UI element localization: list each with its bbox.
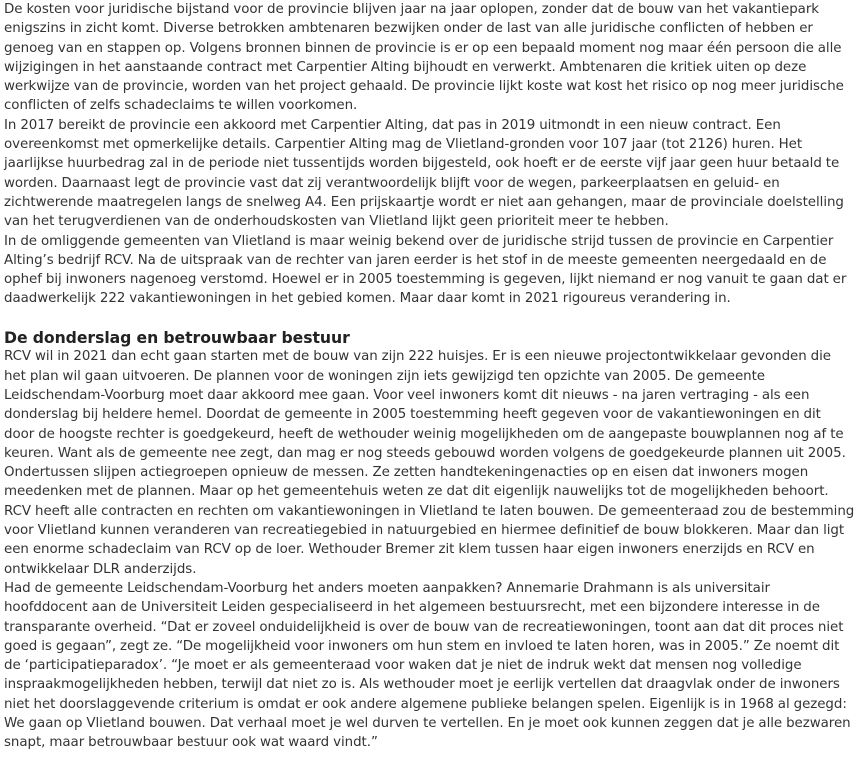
section-heading: De donderslag en betrouwbaar bestuur bbox=[4, 328, 350, 348]
article-body bbox=[4, 0, 855, 753]
paragraph-legal-costs: De kosten voor juridische bijstand voor de provincie blijven jaar na jaar oplopen, zonder dat de bouw van het vakantiepark enigszins in zicht komt. Diverse betrokken ambtenaren bezwijken onder de last van alle juridische conflicten of hebben er genoeg van en stappen op. Volgens bronnen binnen de provincie is er op een bepaald moment nog maar één persoon die alle wijzigingen in het aanstaande contract met Carpentier Alting bijhoudt en verwerkt. Ambtenaren die kritiek uiten op deze werkwijze van de provincie, worden van het project gehaald. De provincie lijkt koste wat kost het risico op nog meer juridische conflicten of zelfs schadeclaims te willen voorkomen. bbox=[4, 2, 844, 114]
paragraph-surrounding-municipalities: In de omliggende gemeenten van Vlietland is maar weinig bekend over de juridische strijd tussen de provincie en Carpentier Alting’s bedrijf RCV. Na de uitspraak van de rechter van jaren eerder is het stof in de meeste gemeenten neergedaald en de ophef bij inwoners nagenoeg verstomd. Hoewel er in 2005 toestemming is gegeven, lijkt niemand er nog vanuit te gaan dat er daadwerkelijk 222 vakantiewoningen in het gebied komen. Maar daar komt in 2021 rigoureus verandering in. bbox=[4, 233, 847, 307]
paragraph-spacer bbox=[4, 309, 855, 328]
paragraph-action-groups: Ondertussen slijpen actiegroepen opnieuw de messen. Ze zetten handtekeningenacties op en eisen dat inwoners mogen meedenken met de plannen. Maar op het gemeentehuis weten ze dat dit eigenlijk nauwelijks tot de mogelijkheden behoort. RCV heeft alle contracten en rechten om vakantiewoningen in Vlietland te laten bouwen. De gemeenteraad zou de bestemming voor Vlietland kunnen veranderen van recreatiegebied in natuurgebied en hiermee definitief de bouw blokkeren. Maar dan ligt een enorme schadeclaim van RCV op de loer. Wethouder Bremer zit klem tussen haar eigen inwoners enerzijds en RCV en ontwikkelaar DLR anderzijds. bbox=[4, 465, 855, 577]
paragraph-drahmann-quote: Had de gemeente Leidschendam-Voorburg het anders moeten aanpakken? Annemarie Drahmann is als universitair hoofddocent aan de Universiteit Leiden gespecialiseerd in het algemeen bestuursrecht, met een bijzondere interesse in de transparante overheid. “Dat er zoveel onduidelijkheid is over de bouw van de recreatiewoningen, toont aan dat dit proces niet goed is gegaan”, zegt ze. “De mogelijkheid voor inwoners om hun stem en invloed te laten horen, was in 2005.” Ze noemt dit de ‘participatieparadox’. “Je moet er als gemeenteraad voor waken dat je niet de indruk wekt dat mensen nog volledige inspraakmogelijkheden hebben, terwijl dat niet zo is. Als wethouder moet je eerlijk vertellen dat draagvlak onder de inwoners niet het doorslaggevende criterium is omdat er ook andere algemene publieke belangen spelen. Eigenlijk is in 1968 al gezegd: We gaan op Vlietland bouwen. Dat verhaal moet je wel durven te vertellen. En je moet ook kunnen zeggen dat je alle bezwaren snapt, maar betrouwbaar bestuur ook wat waard vindt.” bbox=[4, 580, 851, 751]
paragraph-2017-agreement: In 2017 bereikt de provincie een akkoord met Carpentier Alting, dat pas in 2019 uitmondt in een nieuw contract. Een overeenkomst met opmerkelijke details. Carpentier Alting mag de Vlietland-gronden voor 107 jaar (tot 2126) huren. Het jaarlijkse huurbedrag zal in de periode niet tussentijds worden bijgesteld, ook hoeft er de eerste vijf jaar geen huur betaald te worden. Daarnaast legt de provincie vast dat zij verantwoordelijk blijft voor de wegen, parkeerplaatsen en geluid- en zichtwerende maatregelen langs de snelweg A4. Een prijskaartje wordt er niet aan gehangen, maar de provinciale doelstelling van het terugverdienen van de onderhoudskosten van Vlietland lijkt geen prioriteit meer te hebben. bbox=[4, 117, 844, 230]
paragraph-rcv-2021: RCV wil in 2021 dan echt gaan starten met de bouw van zijn 222 huisjes. Er is een nieuwe projectontwikkelaar gevonden die het plan wil gaan uitvoeren. De plannen voor de woningen zijn iets gewijzigd ten opzichte van 2005. De gemeente Leidschendam-Voorburg moet daar akkoord mee gaan. Voor veel inwoners komt dit nieuws - na jaren vertraging - als een donderslag bij heldere hemel. Doordat de gemeente in 2005 toestemming heeft gegeven voor de vakantiewoningen en dit door de hoogste rechter is goedgekeurd, heeft de wethouder weinig mogelijkheden om de aangepaste bouwplannen nog af te keuren. Want als de gemeente nee zegt, dan mag er nog steeds gebouwd worden volgens de goedgekeurde plannen uit 2005. bbox=[4, 349, 846, 461]
